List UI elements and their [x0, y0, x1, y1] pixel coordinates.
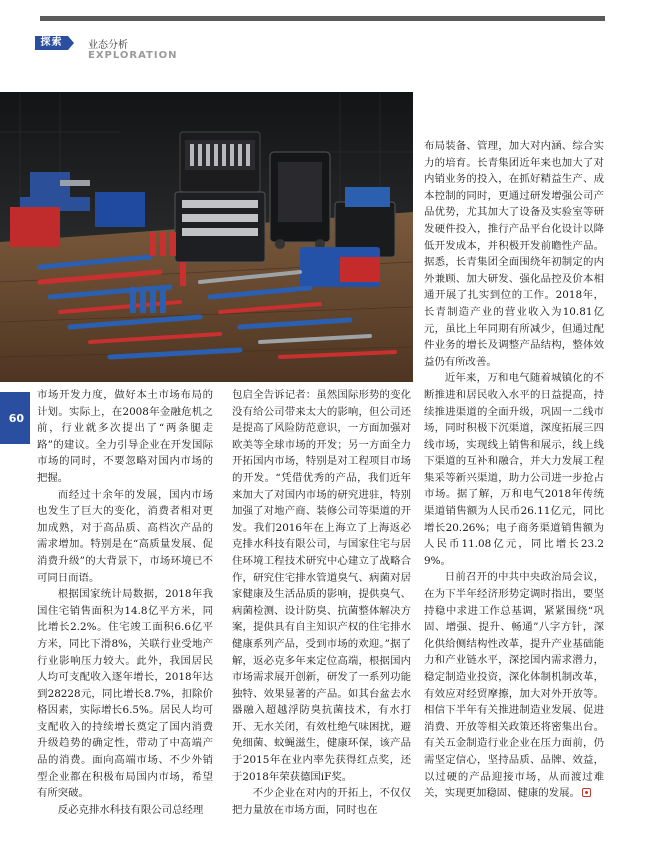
paragraph: 根据国家统计局数据，2018年我国住宅销售面积为14.8亿平方米，同比增长2.2%。住宅竣工面积6.6亿平方米，同比下滑8%，关联行业受地产行业影响压力较大。此外，我国居民人均可支配收入逐年增长，2018年达到28228元，同比增长8.7%，扣除价格因素，实际增长6.5%。居民人均可支配收入的持续增长奠定了国内消费升级趋势的确定性，带动了中高端产品的消费。面向高端市场、不少外销型企业都在积极布局国内市场，希望有所突破。: [37, 588, 213, 800]
section-badge: 探索: [35, 36, 68, 50]
article-column-1: [37, 387, 213, 818]
section-title-en: EXPLORATION: [88, 50, 178, 61]
badge-arrow-icon: [68, 36, 74, 50]
article-end-icon: [582, 788, 591, 797]
page-header: [0, 0, 645, 92]
paragraph: 反必克排水科技有限公司总经理: [57, 803, 204, 816]
paragraph: 布局装备、管理，加大对内涵、综合实力的培育。长青集团近年来也加大了对内销业务的投入，在抓好精益生产、成本控制的同时，更通过研发增强公司产品优势，尤其加大了设备及实验室等研发硬件投入，推行产品平台化设计以降低开发成本，并积极开发前瞻性产品。据悉，长青集团全面围绕年初制定的内外兼顾、加大研发、强化品控及价本相通开展了扎实到位的工作。2018年，长青制造产业的营业收入为10.81亿元，虽比上年同期有所减少，但通过配件业务的增长及调整产品结构，整体效益仍有所改善。: [424, 140, 604, 368]
page-number: 60: [0, 392, 30, 444]
section-title-cn: 业态分析: [88, 40, 128, 51]
article-column-2: [232, 387, 411, 818]
header-rule: [40, 16, 605, 21]
article-column-3: [424, 138, 604, 802]
paragraph: 不少企业在对内的开拓上，不仅仅把力量放在市场方面，同时也在: [232, 787, 411, 816]
paragraph-text: 日前召开的中共中央政治局会议，在为下半年经济形势定调时指出，要坚持稳中求进工作总基调，紧紧围绕“巩固、增强、提升、畅通”八字方针，深化供给侧结构性改革，提升产业基础能力和产业链水平，深挖国内需求潜力，稳定制造业投资，深化体制机制改革，有效应对经贸摩擦，加大对外开放等。相信下半年有关推进制造业发展、促进消费、开放等相关政策还将密集出台。有关五金制造行业企业在压力面前，仍需坚定信心，坚持品质、品牌、效益，以过硬的产品迎接市场，从而渡过难关，实现更加稳固、健康的发展。: [424, 571, 604, 800]
paragraph: 而经过十余年的发展，国内市场也发生了巨大的变化，消费者相对更加成熟，对于高品质、高档次产品的需求增加。特别是在“高质量发展、促消费升级”的大背景下，市场环境已不可同日而语。: [37, 488, 213, 584]
paragraph: 市场开发力度，做好本土市场布局的计划。实际上，在2008年金融危机之前，行业就多次提出了“两条腿走路”的建议。全力引导企业在开发国际市场的同时，不要忽略对国内市场的把握。: [37, 389, 213, 484]
paragraph: [424, 569, 604, 801]
tool-kits-photo: [0, 92, 413, 382]
paragraph: 包启全告诉记者：虽然国际形势的变化没有给公司带来太大的影响，但公司还是提高了风险防范意识，一方面加强对欧美等全球市场的开发；另一方面全力开拓国内市场，特别是对工程项目市场的开发。“凭借优秀的产品，我们近年来加大了对国内市场的研究进驻，特别加强了对地产商、装修公司等渠道的开发。我们2016年在上海立了上海返必克排水科技有限公司，与国家住宅与居住环境工程技术研究中心建立了战略合作，研究住宅排水管道臭气、病菌对居家健康及生活品质的影响，提供臭气、病菌检测、设计防臭、抗菌整体解决方案，提供具有自主知识产权的住宅排水健康系列产品，受到市场的欢迎。”据了解，返必克多年来定位高端，根据国内市场需求展开创新，研发了一系列功能独特、效果显著的产品。如其台盆去水器融入超越浮防臭抗菌技术，有水打开、无水关闭，有效杜绝气味困扰，避免细菌、蚊蝇滋生，健康环保，该产品于2015年在业内率先获得红点奖，还于2018年荣获德国iF奖。: [232, 389, 411, 783]
paragraph: 近年来，万和电气随着城镇化的不断推进和居民收入水平的日益提高，持续推进渠道的全面升级，巩固一二线市场，同时积极下沉渠道，深度拓展三四线市场，实现线上销售和展示，线上线下渠道的互补和融合，并大力发展工程集采等新兴渠道，助力公司进一步抢占市场。据了解，万和电气2018年传统渠道销售额为人民币26.11亿元，同比增长20.26%；电子商务渠道销售额为人民币11.08亿元，同比增长23.29%。: [424, 372, 604, 567]
